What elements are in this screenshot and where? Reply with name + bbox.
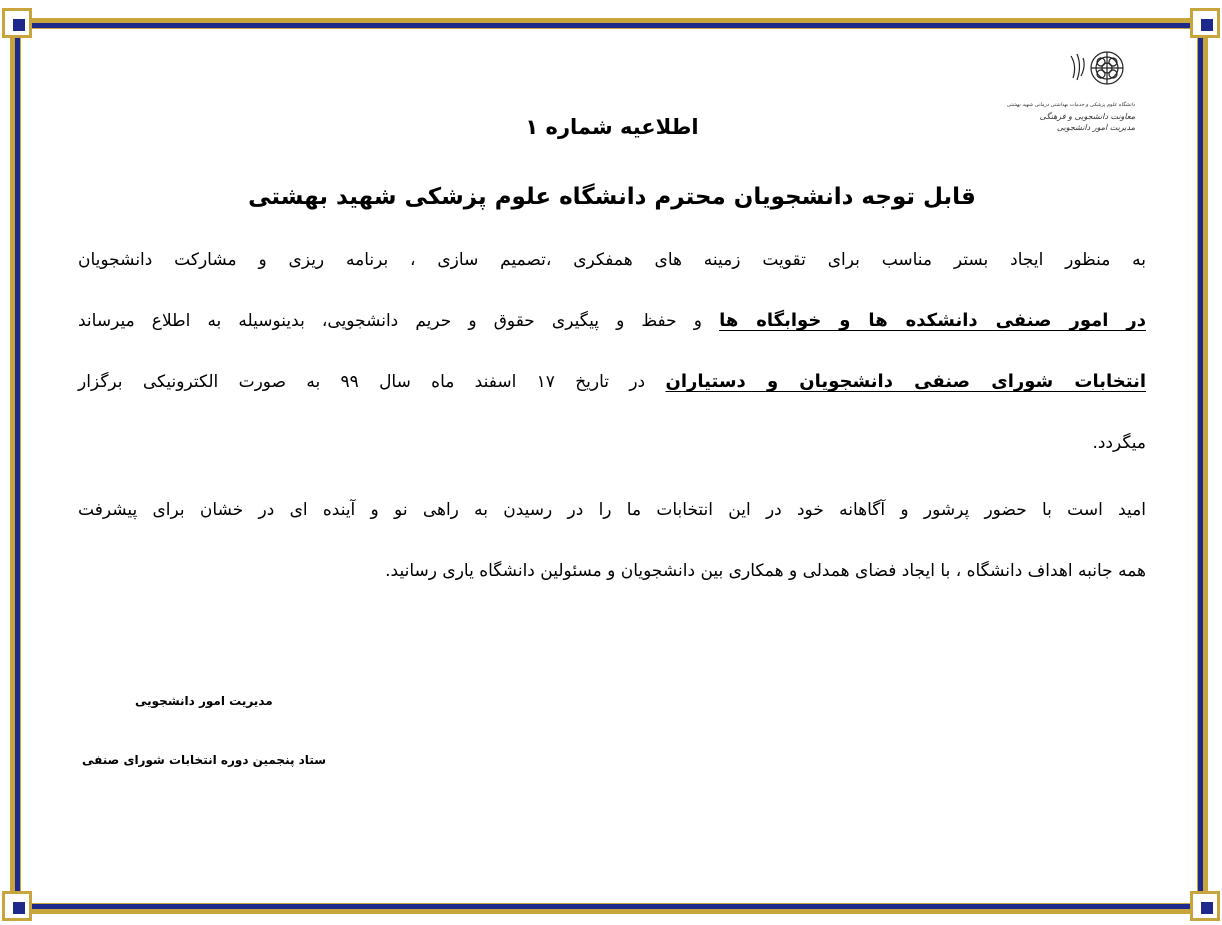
notice-body [78,100,1146,584]
notice-addressee: قابل توجه دانشجویان محترم دانشگاه علوم پزشکی شهید بهشتی [248,184,976,210]
logo-caption-line: مدیریت امور دانشجویی [1056,123,1135,132]
frame-corner-ornament [2,891,32,921]
notice-paragraph-line [78,308,1146,334]
notice-paragraph-line [78,430,1146,456]
frame-corner-ornament [1190,891,1220,921]
notice-text: همه جانبه اهداف دانشگاه ، با ایجاد فضای همدلی و همکاری بین دانشجویان و مسئولین دانشگاه یاری رسانید. [385,561,1146,581]
notice-paragraph-line [78,497,1146,523]
notice-paragraph-line [78,369,1146,395]
notice-text: میگردد. [1092,433,1146,453]
frame-corner-ornament [1190,8,1220,38]
notice-paragraph-line [78,247,1146,273]
notice-number-title: اطلاعیه شماره ۱ [525,115,699,139]
notice-text: به منظور ایجاد بستر مناسب برای تقویت زمینه های همفکری ،تصمیم سازی ، برنامه ریزی و مشارکت دانشجویان [78,250,1146,270]
university-emblem-icon [1063,48,1135,98]
notice-emphasis-text: در امور صنفی دانشکده ها و خوابگاه ها [719,310,1146,331]
notice-emphasis-text: انتخابات شورای صنفی دانشجویان و دستیاران [665,371,1147,392]
frame-corner-ornament [2,8,32,38]
notice-paragraph-line [78,558,1146,584]
signature-office: مدیریت امور دانشجویی [135,694,273,708]
logo-caption-line: معاونت دانشجویی و فرهنگی [1039,112,1135,121]
logo-caption-line: دانشگاه علوم پزشکی و خدمات بهداشتی درمانی شهید بهشتی [1006,102,1135,108]
notice-text: امید است با حضور پرشور و آگاهانه خود در این انتخابات ما را در رسیدن به راهی نو و آینده ای در خشان برای پیشرفت [78,500,1146,520]
signature-committee: ستاد پنجمین دوره انتخابات شورای صنفی [82,753,327,767]
notice-text: در تاریخ ۱۷ اسفند ماه سال ۹۹ به صورت الکترونیکی برگزار [78,372,646,392]
notice-text: و حفظ و پیگیری حقوق و حریم دانشجویی، بدینوسیله به اطلاع میرساند [78,311,702,331]
